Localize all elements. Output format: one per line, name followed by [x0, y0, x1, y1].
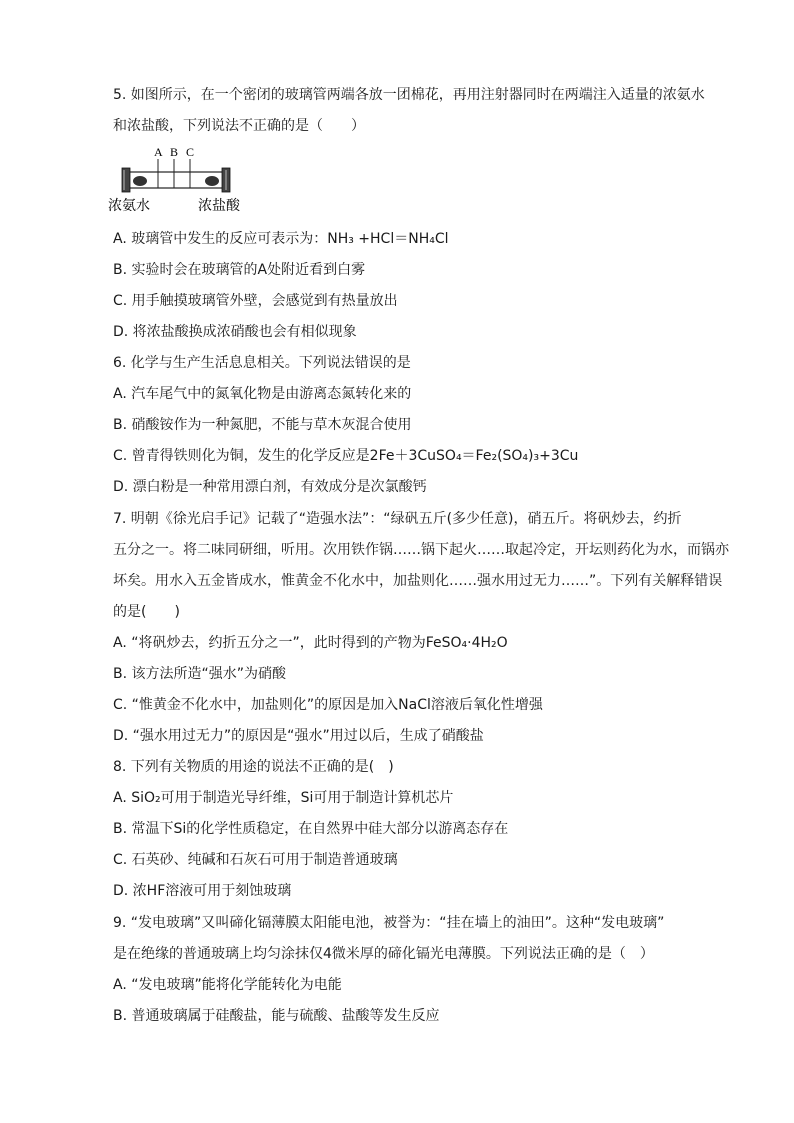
tube-label-b: B — [170, 145, 179, 159]
q6-option-c: C. 曾青得铁则化为铜，发生的化学反应是2Fe＋3CuSO₄＝Fe₂(SO₄)₃+3Cu — [113, 448, 579, 464]
q7-option-b: B. 该方法所造“强水”为硝酸 — [113, 666, 287, 682]
tube-label-c: C — [186, 145, 195, 159]
tube-label-a: A — [154, 145, 163, 159]
q7-stem-line-2: 五分之一。将二味同研细，听用。次用铁作锅……锅下起火……取起冷定，开坛则药化为水，而锅亦 — [113, 542, 729, 558]
q8-option-b: B. 常温下Si的化学性质稳定，在自然界中硅大部分以游离态存在 — [113, 821, 509, 837]
q7-stem-line-1: 7. 明朝《徐光启手记》记载了“造强水法”：“绿矾五斤(多少任意)，硝五斤。将矾炒去，约折 — [113, 511, 682, 527]
q7-option-d: D. “强水用过无力”的原因是“强水”用过以后，生成了硝酸盐 — [113, 728, 484, 744]
q9-stem-line-1: 9. “发电玻璃”又叫碲化镉薄膜太阳能电池，被誉为：“挂在墙上的油田”。这种“发电玻璃” — [113, 915, 665, 931]
q6-option-a: A. 汽车尾气中的氮氧化物是由游离态氮转化来的 — [113, 386, 412, 402]
q8-option-d: D. 浓HF溶液可用于刻蚀玻璃 — [113, 883, 292, 899]
q7-option-a: A. “将矾炒去，约折五分之一”，此时得到的产物为FeSO₄·4H₂O — [113, 635, 508, 651]
q6-option-b: B. 硝酸铵作为一种氮肥，不能与草木灰混合使用 — [113, 417, 412, 433]
q5-stem-line-2: 和浓盐酸，下列说法不正确的是（ ） — [113, 118, 365, 134]
hcl-label: 浓盐酸 — [198, 198, 240, 214]
ammonia-label: 浓氨水 — [108, 198, 150, 214]
q8-stem-line-1: 8. 下列有关物质的用途的说法不正确的是( ) — [113, 759, 394, 775]
q9-stem-line-2: 是在绝缘的普通玻璃上均匀涂抹仅4微米厚的碲化镉光电薄膜。下列说法正确的是（ ） — [113, 946, 654, 962]
q5-option-a: A. 玻璃管中发生的反应可表示为：NH₃ +HCl＝NH₄Cl — [113, 231, 449, 247]
q8-option-c: C. 石英砂、纯碱和石灰石可用于制造普通玻璃 — [113, 852, 398, 868]
q5-option-b: B. 实验时会在玻璃管的A处附近看到白雾 — [113, 262, 366, 278]
q6-option-d: D. 漂白粉是一种常用漂白剂，有效成分是次氯酸钙 — [113, 479, 427, 495]
q5-option-c: C. 用手触摸玻璃管外壁，会感觉到有热量放出 — [113, 293, 398, 309]
q5-stem-line-1: 5. 如图所示，在一个密闭的玻璃管两端各放一团棉花，再用注射器同时在两端注入适量的浓氨水 — [113, 87, 705, 103]
glass-tube-diagram — [106, 142, 246, 218]
q7-option-c: C. “惟黄金不化水中，加盐则化”的原因是加入NaCl溶液后氧化性增强 — [113, 697, 543, 713]
q6-stem-line-1: 6. 化学与生产生活息息相关。下列说法错误的是 — [113, 355, 411, 371]
q5-option-d: D. 将浓盐酸换成浓硝酸也会有相似现象 — [113, 324, 357, 340]
q7-stem-line-3: 坏矣。用水入五金皆成水，惟黄金不化水中，加盐则化……强水用过无力……”。下列有关解释错误 — [113, 573, 723, 589]
q9-option-a: A. “发电玻璃”能将化学能转化为电能 — [113, 977, 342, 993]
q8-option-a: A. SiO₂可用于制造光导纤维，Si可用于制造计算机芯片 — [113, 790, 454, 806]
q7-stem-line-4: 的是( ) — [113, 604, 180, 620]
q9-option-b: B. 普通玻璃属于硅酸盐，能与硫酸、盐酸等发生反应 — [113, 1008, 440, 1024]
